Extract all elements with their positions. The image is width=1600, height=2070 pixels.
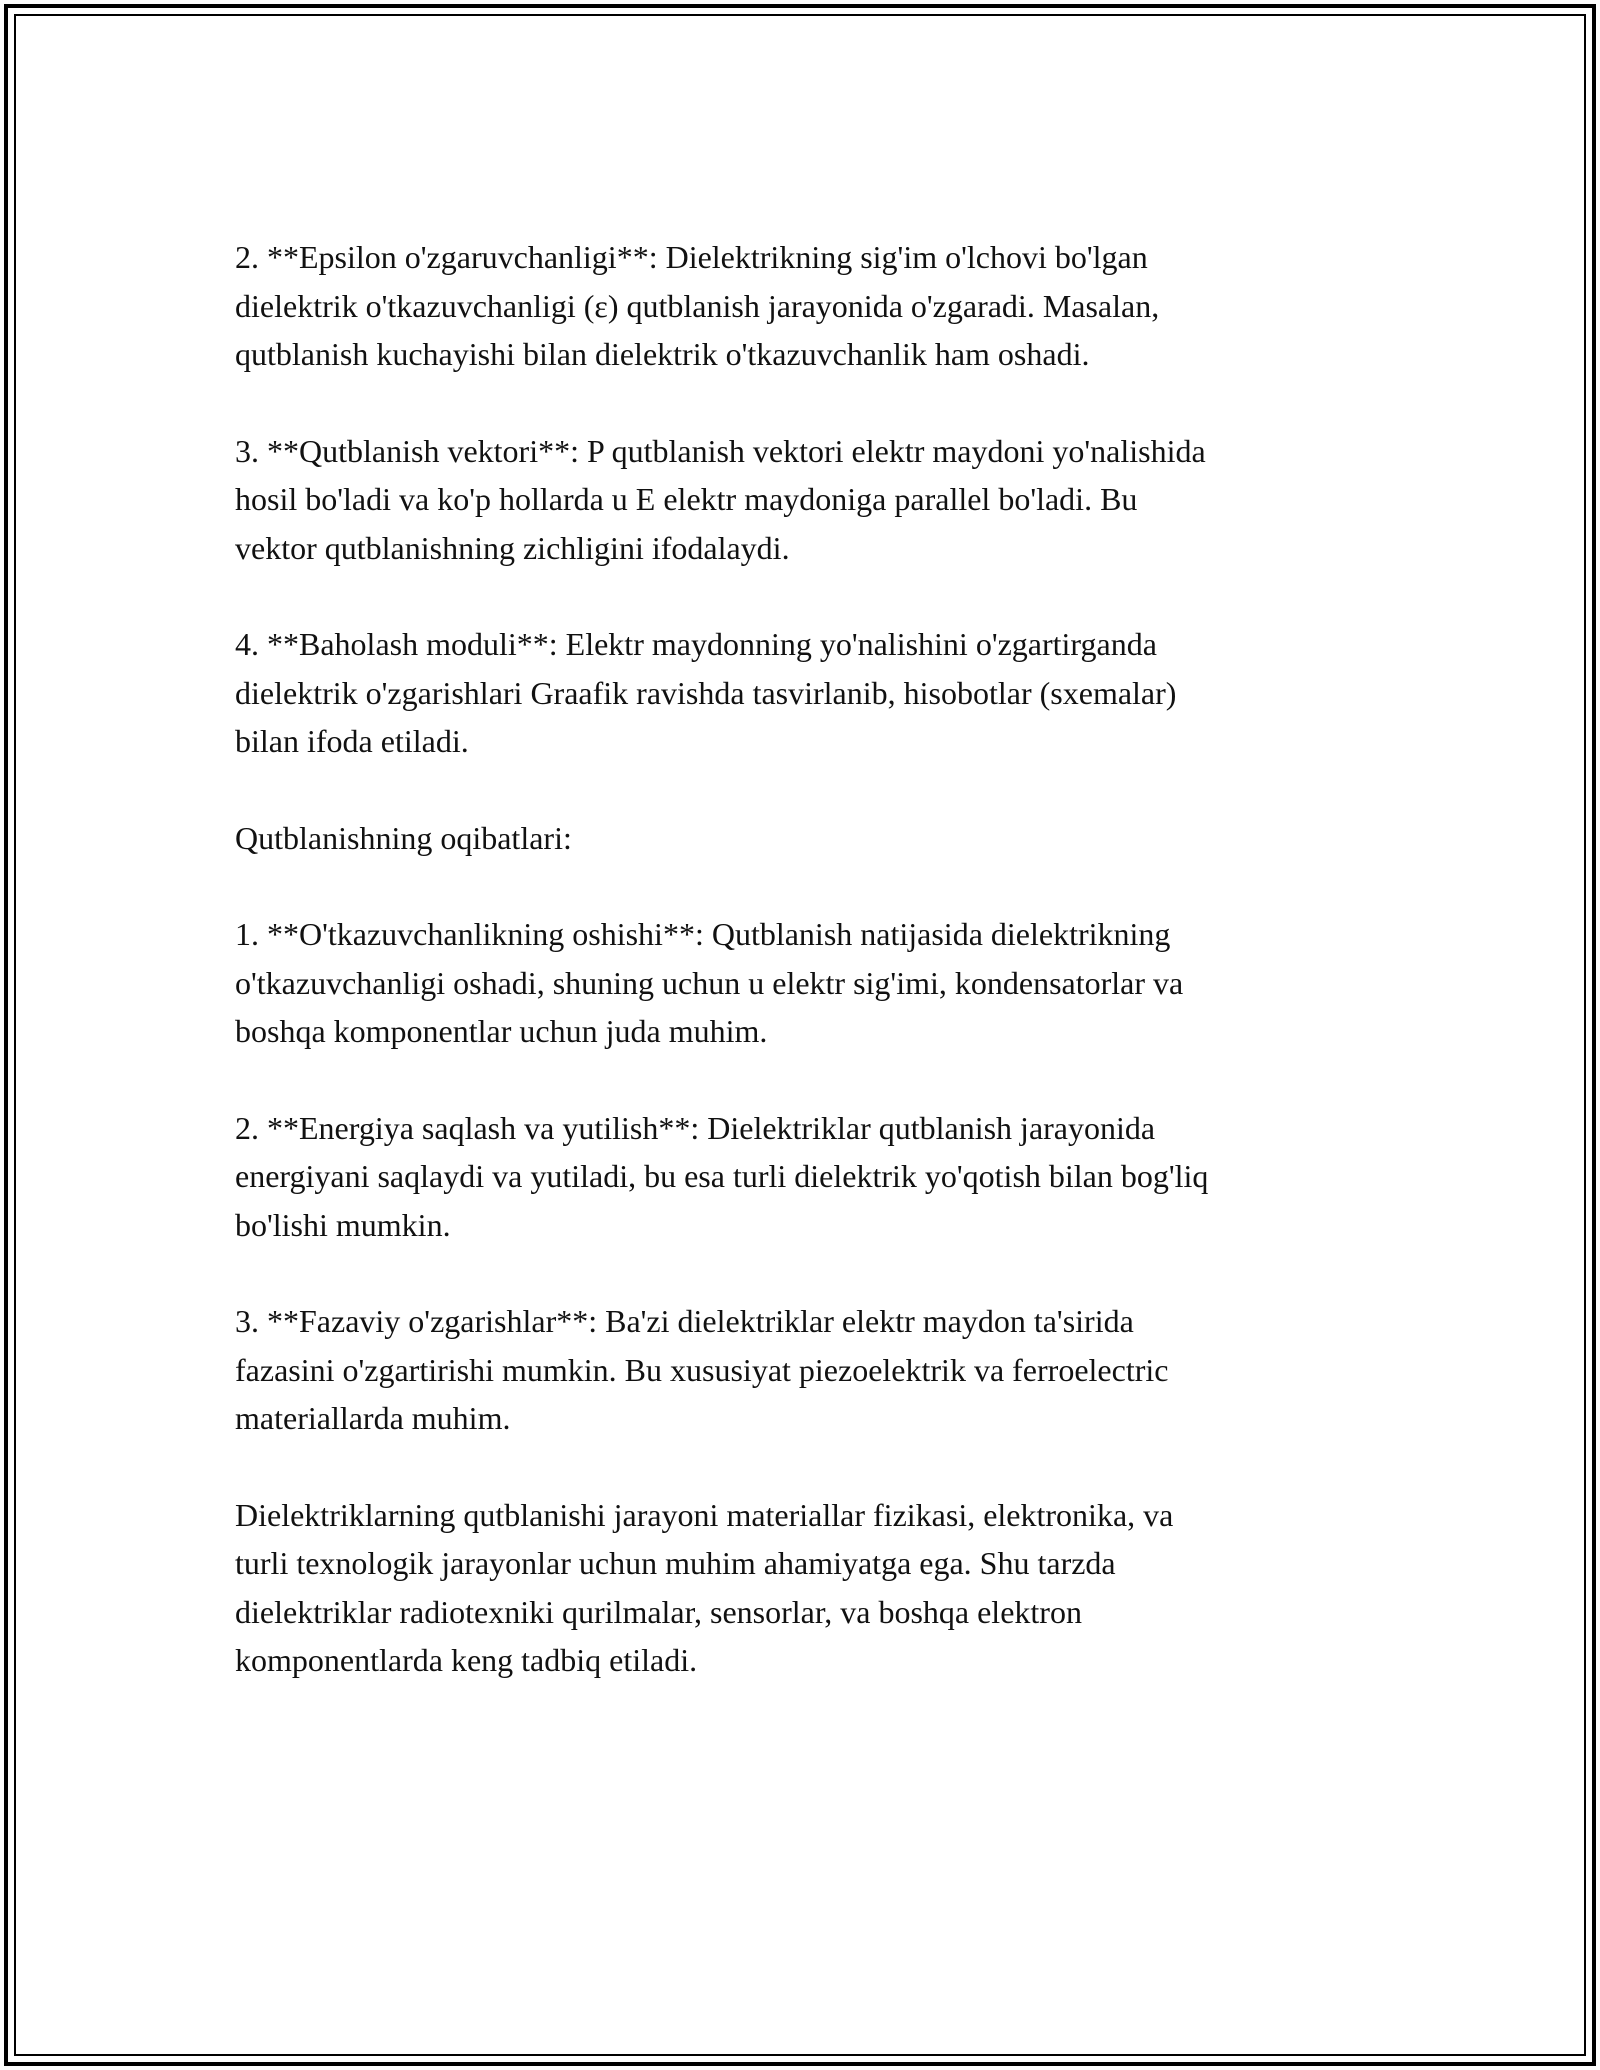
text-line: dielektrik o'zgarishlari Graafik ravishda tasvirlanib, hisobotlar (sxemalar)	[235, 674, 1177, 711]
text-line: energiyani saqlaydi va yutiladi, bu esa turli dielektrik yo'qotish bilan bog'liq	[235, 1158, 1209, 1194]
text-line: dielektriklar radiotexniki qurilmalar, sensorlar, va boshqa elektron	[235, 1593, 1082, 1630]
paragraph-energy-storage	[235, 1104, 1375, 1250]
text-line: 3. **Fazaviy o'zgarishlar**: Ba'zi dielektriklar elektr maydon ta'sirida	[235, 1303, 1134, 1339]
text-line: 3. **Qutblanish vektori**: P qutblanish vektori elektr maydoni yo'nalishida	[235, 432, 1206, 469]
text-line: 2. **Epsilon o'zgaruvchanligi**: Dielektrikning sig'im o'lchovi bo'lgan	[235, 239, 1148, 275]
paragraph-evaluation-module	[235, 620, 1375, 766]
text-line: Qutblanishning oqibatlari:	[235, 819, 572, 856]
paragraph-epsilon	[235, 233, 1375, 379]
paragraph-phase-changes	[235, 1297, 1375, 1443]
paragraph-permittivity-increase	[235, 910, 1375, 1056]
section-heading-consequences	[235, 814, 1375, 863]
text-line: hosil bo'ladi va ko'p hollarda u E elektr maydoniga parallel bo'ladi. Bu	[235, 481, 1138, 517]
text-line: turli texnologik jarayonlar uchun muhim ahamiyatga ega. Shu tarzda	[235, 1545, 1116, 1581]
text-line: 2. **Energiya saqlash va yutilish**: Dielektriklar qutblanish jarayonida	[235, 1109, 1156, 1146]
text-line: bilan ifoda etiladi.	[235, 723, 469, 759]
text-line: 1. **O'tkazuvchanlikning oshishi**: Qutblanish natijasida dielektrikning	[235, 916, 1171, 952]
text-line: boshqa komponentlar uchun juda muhim.	[235, 1013, 768, 1049]
text-line: fazasini o'zgartirishi mumkin. Bu xususiyat piezoelektrik va ferroelectric	[235, 1351, 1169, 1388]
text-line: vektor qutblanishning zichligini ifodalaydi.	[235, 529, 790, 566]
text-line: 4. **Baholash moduli**: Elektr maydonning yo'nalishini o'zgartirganda	[235, 626, 1157, 662]
text-line: materiallarda muhim.	[235, 1400, 511, 1436]
paragraph-conclusion	[235, 1491, 1375, 1685]
paragraph-polarization-vector	[235, 427, 1375, 573]
text-line: bo'lishi mumkin.	[235, 1206, 451, 1243]
text-line: komponentlarda keng tadbiq etiladi.	[235, 1642, 698, 1678]
text-line: o'tkazuvchanligi oshadi, shuning uchun u elektr sig'imi, kondensatorlar va	[235, 964, 1184, 1001]
text-line: qutblanish kuchayishi bilan dielektrik o'tkazuvchanlik ham oshadi.	[235, 336, 1090, 372]
text-line: dielektrik o'tkazuvchanligi (ε) qutblanish jarayonida o'zgaradi. Masalan,	[235, 287, 1160, 324]
document-body	[235, 233, 1375, 1733]
text-line: Dielektriklarning qutblanishi jarayoni materiallar fizikasi, elektronika, va	[235, 1496, 1174, 1533]
